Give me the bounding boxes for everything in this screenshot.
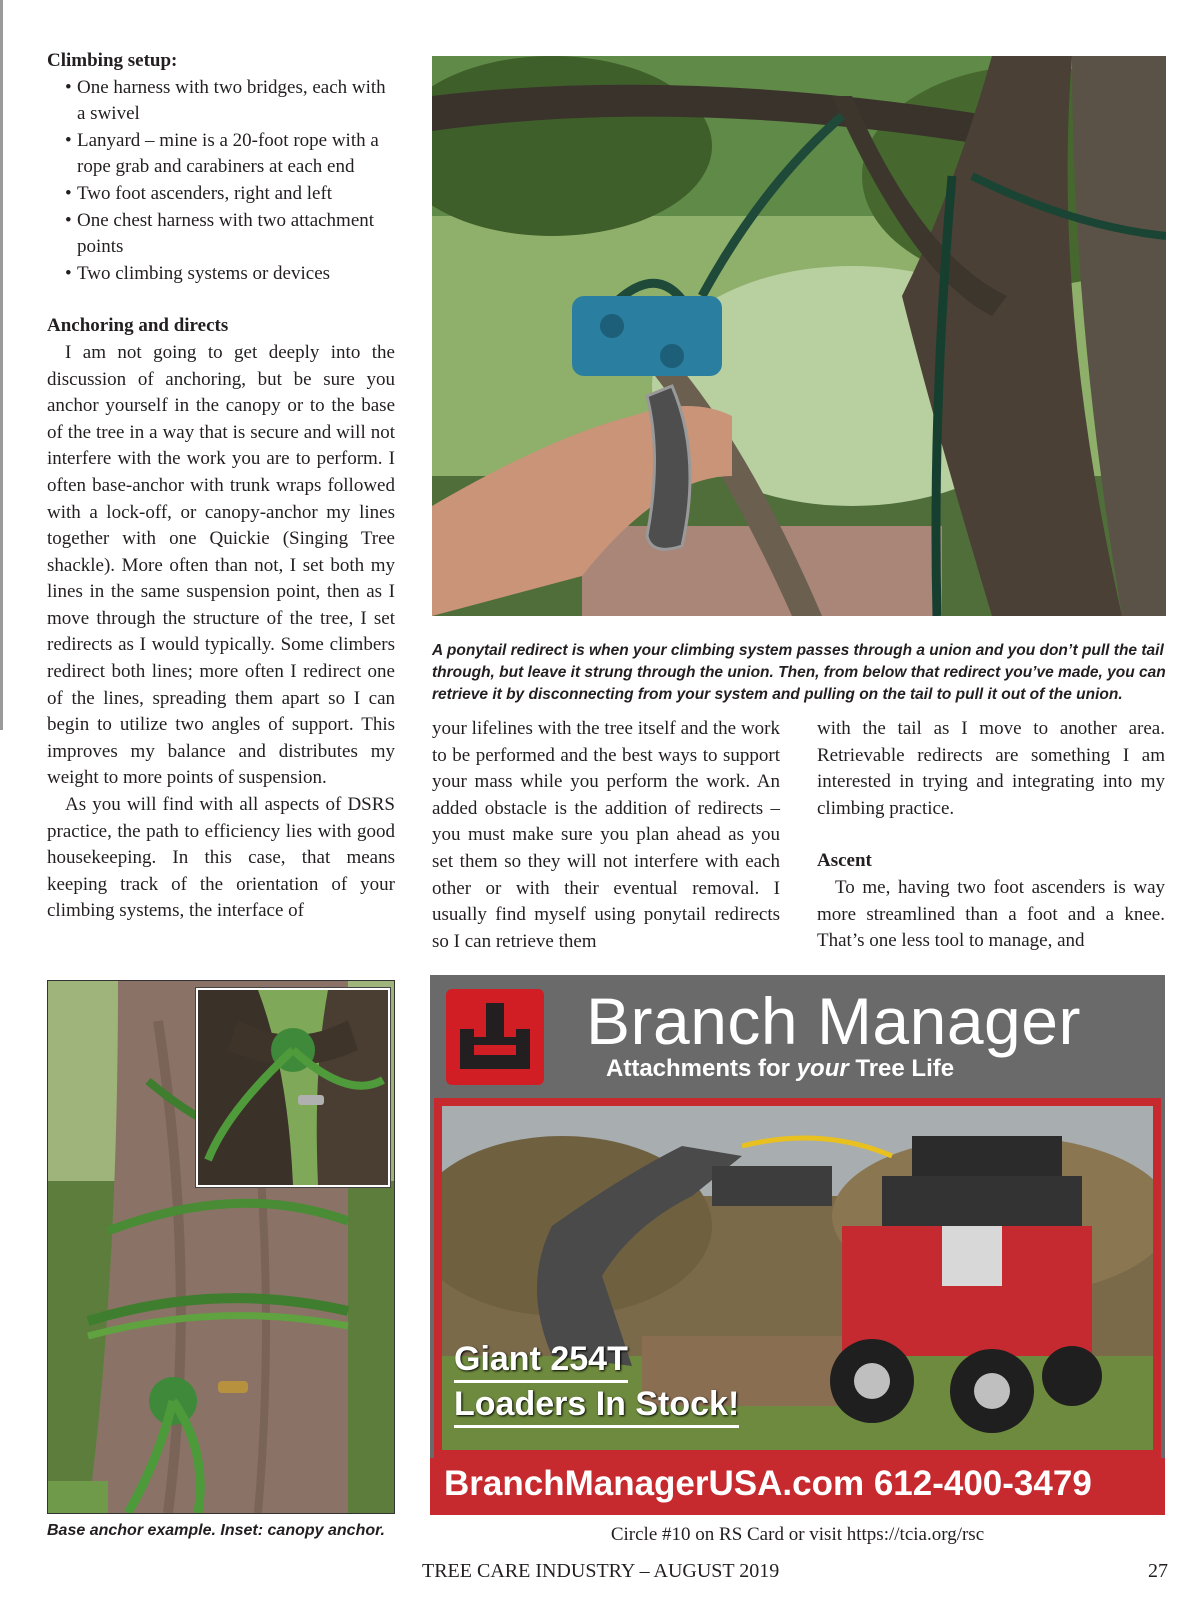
- loader-photo: [442, 1106, 1153, 1450]
- body-paragraph: your lifelines with the tree itself and the work to be performed and the best ways to support your mass while you perform the work. An added obstacle is the addition of redirects – you must make sure you plan ahead as you set them so they will not interfere with each other or with their eventual removal. I usually find myself using ponytail redirects so I can retrieve them: [432, 718, 780, 952]
- list-item: • Lanyard – mine is a 20-foot rope with a rope grab and carabiners at each end: [65, 128, 395, 181]
- ad-brand-name: Branch Manager: [586, 984, 1081, 1058]
- list-item: • One harness with two bridges, each with a swivel: [65, 75, 395, 128]
- setup-list: [47, 75, 395, 288]
- left-column: [47, 48, 395, 925]
- page-edge-rule: [0, 0, 3, 730]
- ad-tagline: Attachments for your Tree Life: [606, 1055, 955, 1082]
- ascent-heading: Ascent: [817, 850, 872, 872]
- top-photo-caption: A ponytail redirect is when your climbing system passes through a union and you don’t pull the tail through, but leave it strung through the union. Then, from below that redirect you’ve made, you can retrieve it by disconnecting from your system and pulling on the tail to pull it out of the union.: [432, 642, 1166, 703]
- body-paragraph: with the tail as I move to another area. Retrievable redirects are something I am interested in trying and integrating into my climbing practice.: [817, 718, 1165, 819]
- anchoring-heading: Anchoring and directs: [47, 315, 229, 337]
- bottom-photo-caption: Base anchor example. Inset: canopy anchor.: [47, 1522, 385, 1539]
- body-paragraph: As you will find with all aspects of DSRS practice, the path to efficiency lies with good housekeeping. In this case, that means keeping track of the orientation of your climbing systems, the interface of: [47, 794, 395, 922]
- ad-url-phone[interactable]: BranchManagerUSA.com 612-400-3479: [444, 1464, 1092, 1503]
- ponytail-redirect-photo: [432, 56, 1166, 616]
- body-paragraph: I am not going to get deeply into the discussion of anchoring, but be sure you anchor yourself in the canopy or to the base of the tree in a way that is secure and will not interfere with the work you are to perform. I often base-anchor with trunk wraps followed with a lock-off, or canopy-anchor my lines together with one Quickie (Singing Tree shackle). More often than not, I set both my lines in the same suspension point, then as I move through the structure of the tree, I set redirects as I would typically. Some climbers redirect both lines; more often I redirect one of the lines, spreading them apart so I can begin to utilize two angles of support. This improves my balance and distributes my weight to more points of suspension.: [47, 341, 395, 789]
- ad-footer-bar: [430, 1458, 1165, 1515]
- publication-footer: TREE CARE INDUSTRY – AUGUST 2019: [422, 1560, 780, 1582]
- body-paragraph: To me, having two foot ascenders is way more streamlined than a foot and a knee. That’s one less tool to manage, and: [817, 876, 1165, 952]
- list-item: • Two foot ascenders, right and left: [65, 181, 395, 208]
- right-column: [817, 716, 1165, 955]
- middle-column: [432, 716, 780, 955]
- setup-heading: Climbing setup:: [47, 50, 178, 71]
- branch-manager-logo: [446, 989, 544, 1085]
- ad-photo-frame: [434, 1098, 1161, 1458]
- canopy-anchor-inset-photo: [196, 988, 390, 1187]
- rs-card-line: Circle #10 on RS Card or visit https://tcia.org/rsc: [610, 1524, 985, 1545]
- page-number: 27: [1148, 1560, 1168, 1582]
- ad-stock-text: Giant 254T Loaders In Stock!: [454, 1338, 739, 1428]
- list-item: • One chest harness with two attachment points: [65, 208, 395, 261]
- list-item: • Two climbing systems or devices: [65, 261, 395, 288]
- branch-manager-ad[interactable]: [430, 975, 1165, 1515]
